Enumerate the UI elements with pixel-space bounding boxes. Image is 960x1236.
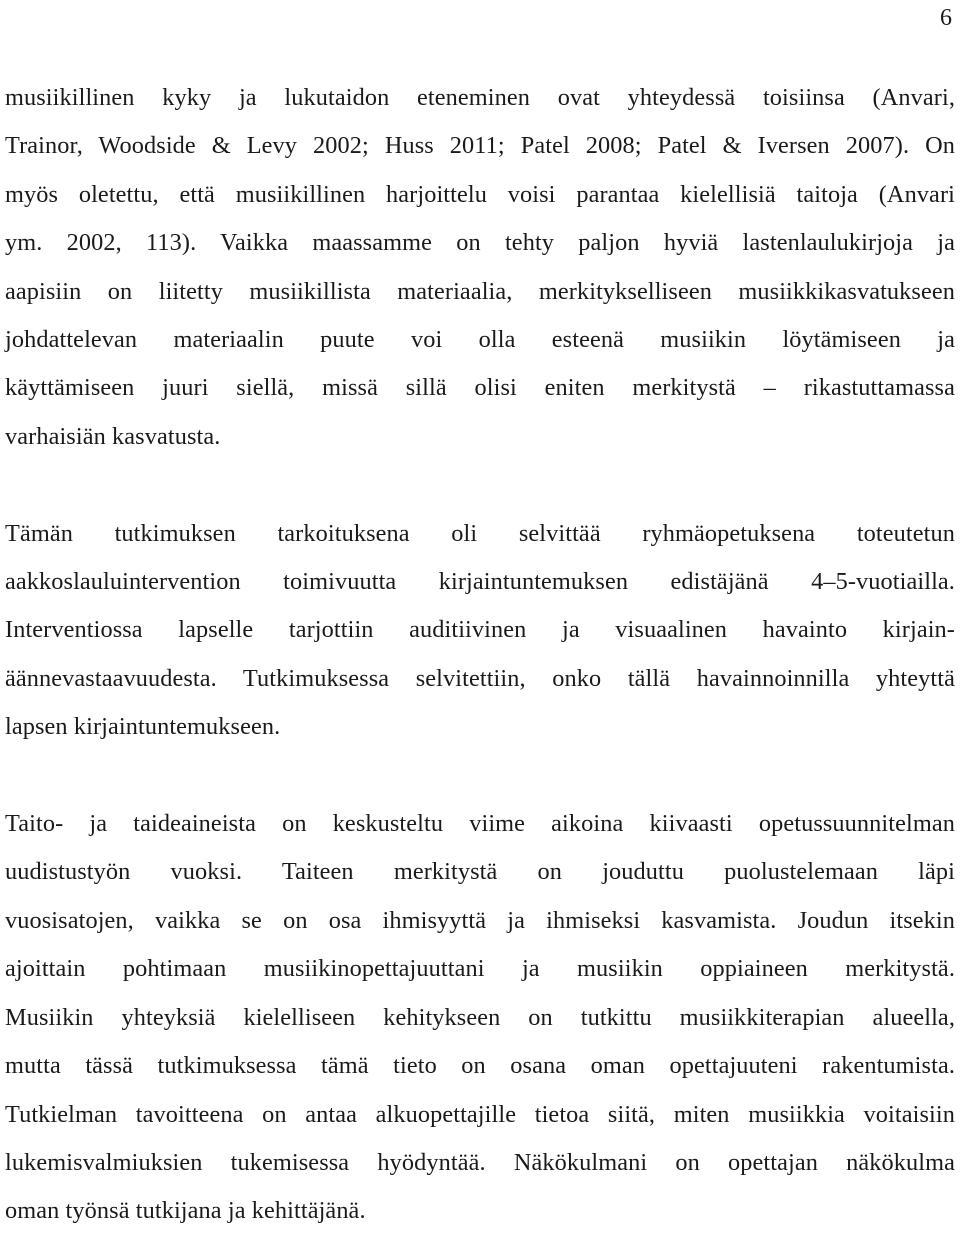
text-line: aapisiin on liitetty musiikillista materiaalia, merkitykselliseen musiikkikasvatukseen (5, 277, 955, 305)
paragraph-1 (5, 74, 955, 461)
text-line: Tämän tutkimuksen tarkoituksena oli selvittää ryhmäopetuksena toteutetun (5, 519, 955, 547)
paragraph-3 (5, 800, 955, 1236)
text-line: äännevastaavuudesta. Tutkimuksessa selvitettiin, onko tällä havainnoinnilla yhteyttä (5, 664, 955, 692)
paragraph-2 (5, 510, 955, 752)
text-line: oman työnsä tutkijana ja kehittäjänä. (5, 1197, 366, 1225)
text-line: Interventiossa lapselle tarjottiin auditiivinen ja visuaalinen havainto kirjain- (5, 616, 955, 644)
text-line: aakkoslauluintervention toimivuutta kirjaintuntemuksen edistäjänä 4–5-vuotiailla. (5, 568, 955, 596)
text-line: Trainor, Woodside & Levy 2002; Huss 2011; Patel 2008; Patel & Iversen 2007). On (5, 132, 955, 160)
text-line: myös oletettu, että musiikillinen harjoittelu voisi parantaa kielellisiä taitoja (Anvari (5, 180, 955, 208)
text-line: lukemisvalmiuksien tukemisessa hyödyntää. Näkökulmani on opettajan näkökulma (5, 1148, 955, 1176)
document-body (5, 74, 955, 1236)
page-number: 6 (940, 5, 952, 31)
text-line: Musiikin yhteyksiä kielelliseen kehitykseen on tutkittu musiikkiterapian alueella, (5, 1003, 955, 1031)
text-line: uudistustyön vuoksi. Taiteen merkitystä on jouduttu puolustelemaan läpi (5, 858, 955, 886)
text-line: käyttämiseen juuri siellä, missä sillä olisi eniten merkitystä – rikastuttamassa (5, 374, 955, 402)
text-line: musiikillinen kyky ja lukutaidon eteneminen ovat yhteydessä toisiinsa (Anvari, (5, 84, 955, 111)
text-line: ajoittain pohtimaan musiikinopettajuuttani ja musiikin oppiaineen merkitystä. (5, 955, 955, 983)
text-line: mutta tässä tutkimuksessa tämä tieto on osana oman opettajuuteni rakentumista. (5, 1052, 955, 1080)
text-line: Tutkielman tavoitteena on antaa alkuopettajille tietoa siitä, miten musiikkia voitaisiin (5, 1100, 955, 1128)
text-line: varhaisiän kasvatusta. (5, 422, 221, 450)
text-line: johdattelevan materiaalin puute voi olla esteenä musiikin löytämiseen ja (5, 326, 955, 354)
text-line: Taito- ja taideaineista on keskusteltu viime aikoina kiivaasti opetussuunnitelman (5, 810, 955, 838)
text-line: ym. 2002, 113). Vaikka maassamme on tehty paljon hyviä lastenlaulukirjoja ja (5, 229, 955, 257)
text-line: lapsen kirjaintuntemukseen. (5, 713, 281, 741)
text-line: vuosisatojen, vaikka se on osa ihmisyyttä ja ihmiseksi kasvamista. Joudun itsekin (5, 906, 955, 934)
